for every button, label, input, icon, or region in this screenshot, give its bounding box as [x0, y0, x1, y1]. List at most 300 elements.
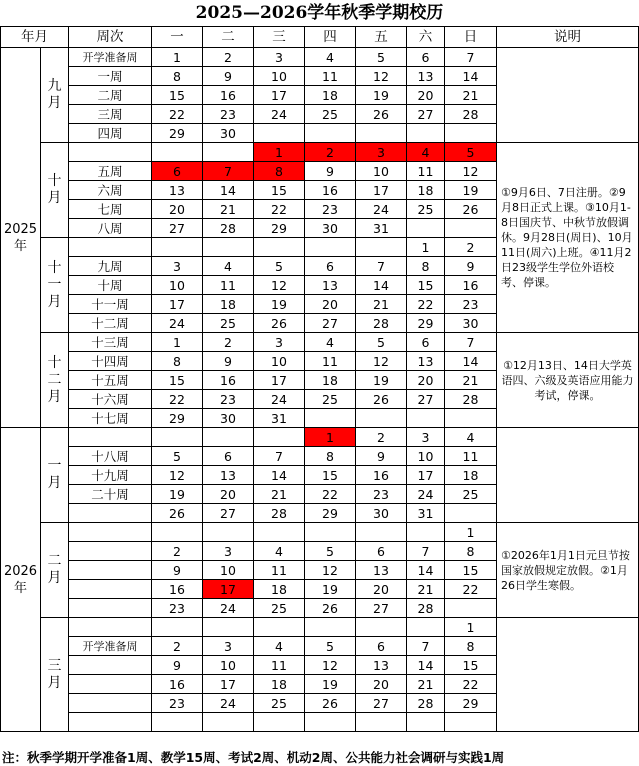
- calendar-row: [1, 143, 639, 162]
- day-cell: 21: [254, 485, 305, 504]
- day-cell: 19: [356, 86, 407, 105]
- day-cell: 17: [356, 181, 407, 200]
- day-cell: 5: [356, 333, 407, 352]
- day-cell: 20: [305, 295, 356, 314]
- day-cell: 26: [445, 200, 497, 219]
- day-cell: 19: [356, 371, 407, 390]
- day-cell: 25: [445, 485, 497, 504]
- day-cell: 3: [254, 333, 305, 352]
- day-cell: 24: [356, 200, 407, 219]
- day-cell: 26: [305, 599, 356, 618]
- week-label: 十五周: [69, 371, 152, 390]
- day-cell: 9: [203, 67, 254, 86]
- day-cell: 1: [254, 143, 305, 162]
- day-cell: [254, 618, 305, 637]
- day-cell: 30: [305, 219, 356, 238]
- day-cell: 6: [407, 333, 445, 352]
- day-cell: 4: [445, 428, 497, 447]
- day-cell: 21: [407, 675, 445, 694]
- day-cell: 11: [305, 67, 356, 86]
- day-cell: 26: [356, 105, 407, 124]
- day-cell: 24: [152, 314, 203, 333]
- week-label: [69, 580, 152, 599]
- day-cell: 10: [407, 447, 445, 466]
- calendar-row: [1, 618, 639, 637]
- calendar-row: [1, 428, 639, 447]
- day-cell: 16: [203, 371, 254, 390]
- week-label: [69, 504, 152, 523]
- day-cell: 28: [203, 219, 254, 238]
- day-cell: 29: [445, 694, 497, 713]
- day-cell: 6: [305, 257, 356, 276]
- day-cell: 22: [152, 105, 203, 124]
- day-cell: 22: [254, 200, 305, 219]
- day-cell: 28: [254, 504, 305, 523]
- day-cell: [152, 143, 203, 162]
- day-cell: 21: [445, 371, 497, 390]
- day-cell: 14: [356, 276, 407, 295]
- header-day: 日: [445, 27, 497, 48]
- day-cell: 24: [254, 390, 305, 409]
- day-cell: 4: [254, 637, 305, 656]
- note-cell: ①2026年1月1日元旦节按国家放假规定放假。②1月26日学生寒假。: [497, 523, 639, 618]
- day-cell: [152, 523, 203, 542]
- week-label: 三周: [69, 105, 152, 124]
- day-cell: 25: [254, 694, 305, 713]
- day-cell: 13: [356, 656, 407, 675]
- day-cell: 11: [445, 447, 497, 466]
- day-cell: 7: [445, 333, 497, 352]
- day-cell: 14: [407, 561, 445, 580]
- week-label: [69, 523, 152, 542]
- day-cell: [356, 618, 407, 637]
- day-cell: 30: [203, 124, 254, 143]
- day-cell: 11: [407, 162, 445, 181]
- day-cell: 18: [254, 675, 305, 694]
- day-cell: 2: [203, 333, 254, 352]
- day-cell: 30: [356, 504, 407, 523]
- day-cell: 8: [407, 257, 445, 276]
- header-note: 说明: [497, 27, 639, 48]
- month-label: 三月: [41, 618, 69, 732]
- day-cell: 8: [254, 162, 305, 181]
- day-cell: 16: [203, 86, 254, 105]
- day-cell: 7: [407, 637, 445, 656]
- day-cell: 3: [203, 637, 254, 656]
- day-cell: 25: [305, 105, 356, 124]
- day-cell: 29: [305, 504, 356, 523]
- day-cell: [152, 618, 203, 637]
- day-cell: 27: [407, 105, 445, 124]
- day-cell: [356, 124, 407, 143]
- day-cell: [254, 713, 305, 732]
- day-cell: 24: [203, 599, 254, 618]
- day-cell: 22: [152, 390, 203, 409]
- day-cell: 29: [152, 409, 203, 428]
- day-cell: 19: [445, 181, 497, 200]
- day-cell: 6: [407, 48, 445, 67]
- day-cell: 8: [445, 542, 497, 561]
- day-cell: [305, 238, 356, 257]
- day-cell: [445, 219, 497, 238]
- month-label: 二月: [41, 523, 69, 618]
- day-cell: [407, 124, 445, 143]
- week-label: 六周: [69, 181, 152, 200]
- day-cell: 10: [203, 561, 254, 580]
- day-cell: [445, 599, 497, 618]
- day-cell: 2: [152, 542, 203, 561]
- day-cell: 23: [152, 694, 203, 713]
- day-cell: 29: [152, 124, 203, 143]
- day-cell: 2: [445, 238, 497, 257]
- day-cell: 8: [152, 67, 203, 86]
- day-cell: 21: [356, 295, 407, 314]
- day-cell: 9: [445, 257, 497, 276]
- day-cell: 4: [305, 48, 356, 67]
- day-cell: 5: [305, 637, 356, 656]
- week-label: 二周: [69, 86, 152, 105]
- day-cell: 10: [356, 162, 407, 181]
- day-cell: 7: [356, 257, 407, 276]
- day-cell: 7: [254, 447, 305, 466]
- header-year-month: 年月: [1, 27, 69, 48]
- day-cell: 5: [254, 257, 305, 276]
- day-cell: 16: [356, 466, 407, 485]
- week-label: [69, 675, 152, 694]
- day-cell: 11: [254, 656, 305, 675]
- week-label: 十六周: [69, 390, 152, 409]
- day-cell: [203, 428, 254, 447]
- day-cell: 16: [445, 276, 497, 295]
- day-cell: 9: [152, 656, 203, 675]
- header-day: 三: [254, 27, 305, 48]
- day-cell: 2: [356, 428, 407, 447]
- day-cell: 20: [407, 371, 445, 390]
- day-cell: 12: [305, 561, 356, 580]
- week-label: 开学准备周: [69, 48, 152, 67]
- day-cell: [203, 238, 254, 257]
- day-cell: 27: [305, 314, 356, 333]
- day-cell: [407, 219, 445, 238]
- day-cell: 8: [305, 447, 356, 466]
- day-cell: 28: [445, 390, 497, 409]
- week-label: 八周: [69, 219, 152, 238]
- day-cell: 21: [407, 580, 445, 599]
- week-label: 七周: [69, 200, 152, 219]
- week-label: 五周: [69, 162, 152, 181]
- month-label: 十一月: [41, 238, 69, 333]
- week-label: [69, 542, 152, 561]
- calendar-row: [1, 523, 639, 542]
- day-cell: [356, 713, 407, 732]
- day-cell: 27: [356, 694, 407, 713]
- year-label: 2025年: [1, 48, 41, 428]
- day-cell: 18: [305, 371, 356, 390]
- day-cell: 26: [356, 390, 407, 409]
- day-cell: [445, 124, 497, 143]
- day-cell: 15: [152, 371, 203, 390]
- day-cell: 23: [305, 200, 356, 219]
- day-cell: 18: [254, 580, 305, 599]
- week-label: 十九周: [69, 466, 152, 485]
- day-cell: 16: [305, 181, 356, 200]
- day-cell: [356, 409, 407, 428]
- day-cell: 10: [254, 67, 305, 86]
- day-cell: 12: [356, 352, 407, 371]
- day-cell: 15: [445, 656, 497, 675]
- week-label: 十四周: [69, 352, 152, 371]
- year-label: 2026年: [1, 428, 41, 732]
- day-cell: [254, 523, 305, 542]
- day-cell: [407, 713, 445, 732]
- week-label: 一周: [69, 67, 152, 86]
- day-cell: [305, 713, 356, 732]
- day-cell: [203, 143, 254, 162]
- day-cell: 17: [254, 86, 305, 105]
- day-cell: 15: [305, 466, 356, 485]
- note-cell: [497, 48, 639, 143]
- header-day: 一: [152, 27, 203, 48]
- day-cell: 3: [152, 257, 203, 276]
- day-cell: 31: [407, 504, 445, 523]
- day-cell: [445, 409, 497, 428]
- day-cell: 13: [407, 67, 445, 86]
- day-cell: 2: [152, 637, 203, 656]
- day-cell: 24: [407, 485, 445, 504]
- day-cell: 27: [203, 504, 254, 523]
- day-cell: [203, 713, 254, 732]
- week-label: 十八周: [69, 447, 152, 466]
- day-cell: 13: [305, 276, 356, 295]
- day-cell: 2: [203, 48, 254, 67]
- day-cell: 27: [152, 219, 203, 238]
- day-cell: 27: [407, 390, 445, 409]
- day-cell: [152, 238, 203, 257]
- footer-note: 注：秋季学期开学准备1周、教学15周、考试2周、机动2周、公共能力社会调研与实践1周: [2, 750, 505, 765]
- week-label: [69, 238, 152, 257]
- day-cell: 1: [152, 48, 203, 67]
- day-cell: 12: [356, 67, 407, 86]
- day-cell: [305, 618, 356, 637]
- week-label: 十周: [69, 276, 152, 295]
- note-cell: ①9月6日、7日注册。②9月8日正式上课。③10月1-8日国庆节、中秋节放假调休。9月28日(周日)、10月11日(周六)上班。④11月2日23级学生学位外语校考、停课。: [497, 143, 639, 333]
- day-cell: 8: [152, 352, 203, 371]
- month-label: 十月: [41, 143, 69, 238]
- day-cell: 6: [356, 542, 407, 561]
- month-label: 一月: [41, 428, 69, 523]
- day-cell: 26: [254, 314, 305, 333]
- day-cell: 5: [445, 143, 497, 162]
- day-cell: 14: [445, 352, 497, 371]
- day-cell: 23: [356, 485, 407, 504]
- day-cell: 26: [152, 504, 203, 523]
- day-cell: [305, 523, 356, 542]
- day-cell: 9: [203, 352, 254, 371]
- day-cell: 12: [305, 656, 356, 675]
- day-cell: 5: [152, 447, 203, 466]
- day-cell: 20: [407, 86, 445, 105]
- note-cell: [497, 428, 639, 523]
- day-cell: 28: [407, 694, 445, 713]
- day-cell: 28: [407, 599, 445, 618]
- week-label: 九周: [69, 257, 152, 276]
- week-label: [69, 599, 152, 618]
- week-label: [69, 694, 152, 713]
- day-cell: 27: [356, 599, 407, 618]
- day-cell: 14: [254, 466, 305, 485]
- header-day: 二: [203, 27, 254, 48]
- day-cell: 6: [152, 162, 203, 181]
- day-cell: 22: [445, 580, 497, 599]
- week-label: [69, 428, 152, 447]
- week-label: 四周: [69, 124, 152, 143]
- day-cell: 13: [152, 181, 203, 200]
- day-cell: 1: [407, 238, 445, 257]
- day-cell: 6: [203, 447, 254, 466]
- day-cell: 16: [152, 675, 203, 694]
- week-label: [69, 656, 152, 675]
- day-cell: 26: [305, 694, 356, 713]
- day-cell: 5: [356, 48, 407, 67]
- day-cell: 7: [407, 542, 445, 561]
- day-cell: 2: [305, 143, 356, 162]
- header-week: 周次: [69, 27, 152, 48]
- day-cell: 18: [305, 86, 356, 105]
- day-cell: 12: [445, 162, 497, 181]
- day-cell: 1: [445, 618, 497, 637]
- header-day: 四: [305, 27, 356, 48]
- day-cell: 31: [254, 409, 305, 428]
- day-cell: [407, 409, 445, 428]
- day-cell: [356, 523, 407, 542]
- day-cell: 17: [407, 466, 445, 485]
- day-cell: [305, 409, 356, 428]
- day-cell: 3: [407, 428, 445, 447]
- day-cell: 13: [356, 561, 407, 580]
- day-cell: 25: [407, 200, 445, 219]
- week-label: 开学准备周: [69, 637, 152, 656]
- week-label: [69, 561, 152, 580]
- day-cell: 11: [203, 276, 254, 295]
- day-cell: 23: [445, 295, 497, 314]
- day-cell: 30: [203, 409, 254, 428]
- day-cell: 28: [356, 314, 407, 333]
- note-cell: [497, 618, 639, 732]
- day-cell: 13: [407, 352, 445, 371]
- day-cell: 10: [152, 276, 203, 295]
- day-cell: 15: [254, 181, 305, 200]
- day-cell: 19: [254, 295, 305, 314]
- day-cell: 11: [254, 561, 305, 580]
- day-cell: [152, 428, 203, 447]
- day-cell: 15: [152, 86, 203, 105]
- day-cell: 21: [445, 86, 497, 105]
- day-cell: [305, 124, 356, 143]
- day-cell: 19: [305, 580, 356, 599]
- day-cell: 12: [152, 466, 203, 485]
- day-cell: 20: [356, 675, 407, 694]
- header-day: 五: [356, 27, 407, 48]
- day-cell: 17: [152, 295, 203, 314]
- day-cell: 24: [203, 694, 254, 713]
- day-cell: [445, 713, 497, 732]
- day-cell: [254, 238, 305, 257]
- day-cell: 17: [254, 371, 305, 390]
- day-cell: 25: [254, 599, 305, 618]
- week-label: [69, 618, 152, 637]
- day-cell: 18: [407, 181, 445, 200]
- calendar-row: [1, 48, 639, 67]
- day-cell: [203, 523, 254, 542]
- day-cell: 14: [407, 656, 445, 675]
- week-label: 十二周: [69, 314, 152, 333]
- day-cell: [254, 428, 305, 447]
- day-cell: 10: [254, 352, 305, 371]
- day-cell: 15: [445, 561, 497, 580]
- day-cell: 25: [203, 314, 254, 333]
- day-cell: [356, 238, 407, 257]
- day-cell: 18: [445, 466, 497, 485]
- day-cell: 8: [445, 637, 497, 656]
- day-cell: [445, 504, 497, 523]
- day-cell: 13: [203, 466, 254, 485]
- calendar-row: [1, 333, 639, 352]
- day-cell: 9: [356, 447, 407, 466]
- day-cell: 15: [407, 276, 445, 295]
- day-cell: 1: [305, 428, 356, 447]
- header-row: [1, 27, 639, 48]
- day-cell: 20: [356, 580, 407, 599]
- header-day: 六: [407, 27, 445, 48]
- day-cell: 23: [152, 599, 203, 618]
- day-cell: [254, 124, 305, 143]
- day-cell: 10: [203, 656, 254, 675]
- day-cell: 20: [203, 485, 254, 504]
- day-cell: [152, 713, 203, 732]
- day-cell: [203, 618, 254, 637]
- day-cell: 22: [445, 675, 497, 694]
- day-cell: 6: [356, 637, 407, 656]
- day-cell: 29: [254, 219, 305, 238]
- day-cell: 20: [152, 200, 203, 219]
- day-cell: 4: [254, 542, 305, 561]
- day-cell: 14: [445, 67, 497, 86]
- month-label: 十二月: [41, 333, 69, 428]
- day-cell: 30: [445, 314, 497, 333]
- day-cell: 4: [407, 143, 445, 162]
- week-label: [69, 143, 152, 162]
- day-cell: 21: [203, 200, 254, 219]
- day-cell: 23: [203, 105, 254, 124]
- day-cell: 25: [305, 390, 356, 409]
- day-cell: 29: [407, 314, 445, 333]
- day-cell: 3: [356, 143, 407, 162]
- week-label: [69, 713, 152, 732]
- day-cell: 5: [305, 542, 356, 561]
- day-cell: 11: [305, 352, 356, 371]
- day-cell: [407, 523, 445, 542]
- day-cell: 17: [203, 580, 254, 599]
- day-cell: 12: [254, 276, 305, 295]
- day-cell: 3: [254, 48, 305, 67]
- note-cell: ①12月13日、14日大学英语四、六级及英语应用能力考试，停课。: [497, 333, 639, 428]
- day-cell: 17: [203, 675, 254, 694]
- day-cell: 9: [152, 561, 203, 580]
- day-cell: 22: [407, 295, 445, 314]
- day-cell: 1: [152, 333, 203, 352]
- day-cell: 28: [445, 105, 497, 124]
- day-cell: 18: [203, 295, 254, 314]
